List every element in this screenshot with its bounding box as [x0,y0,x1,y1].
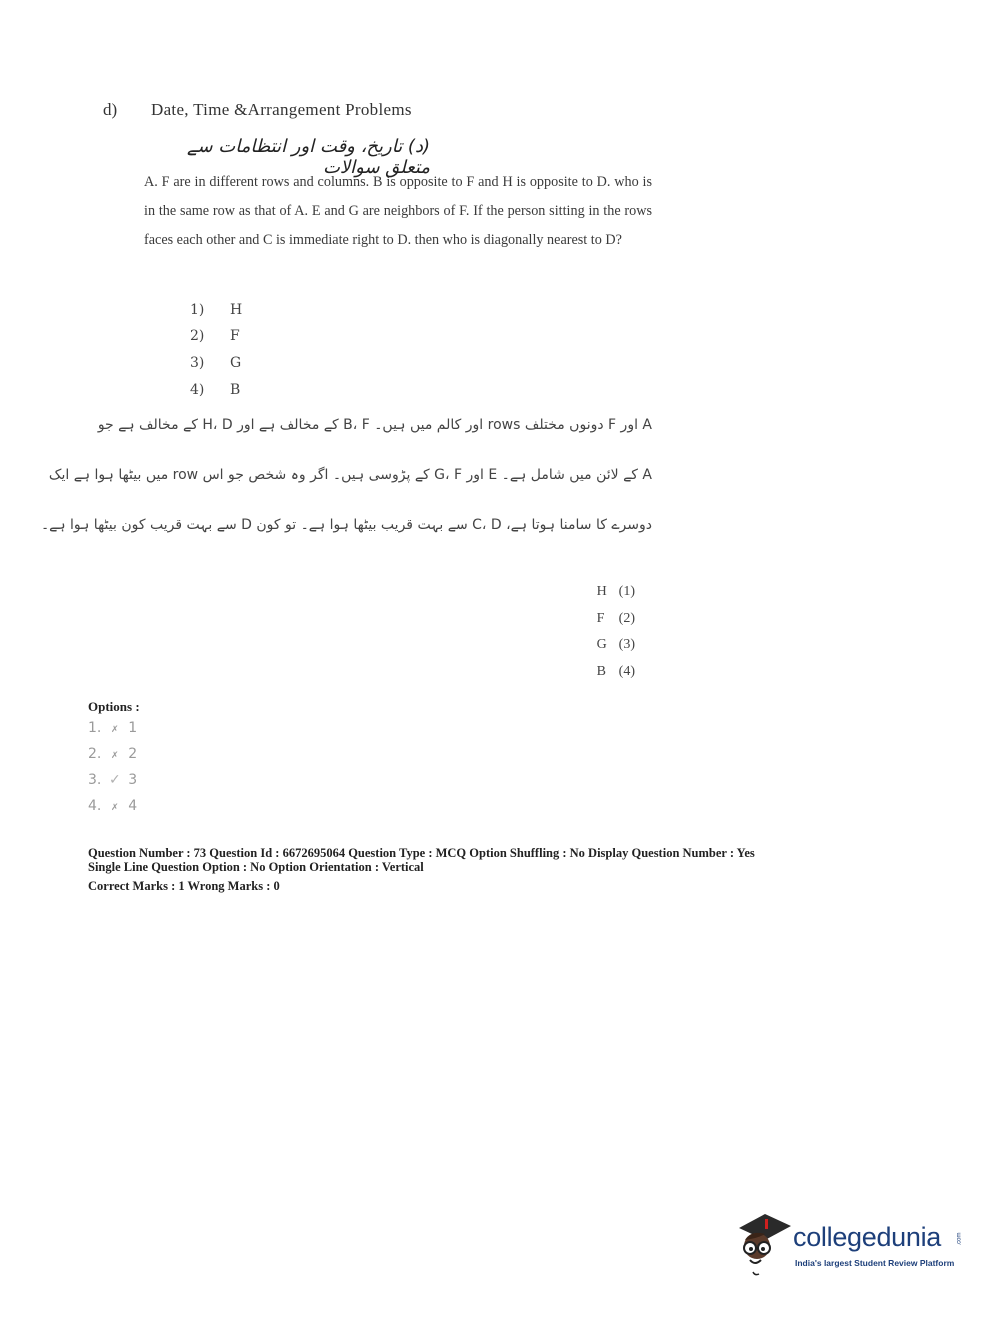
urdu-question-line: A اور F دونوں مختلف rows اور کالم میں ہیں۔ B، F کے مخالف ہے اور H، D کے مخالف ہے جو [97,417,652,433]
answer-option [88,720,137,736]
answer-value: 2 [128,746,138,762]
urdu-option [597,611,635,627]
answer-value: 4 [128,798,138,814]
urdu-option-value: B [596,664,607,679]
option-value: G [230,355,242,371]
urdu-option [597,584,635,600]
answer-number: 2. [88,746,102,762]
urdu-option-value: H [596,584,607,599]
urdu-option-number: (2) [618,611,635,626]
logo-tagline: India's largest Student Review Platform [795,1258,955,1268]
urdu-question-line: دوسرے کا سامنا ہوتا ہے، C، D سے بہت قریب بیٹھا ہوا ہے۔ تو کون D سے بہت قریب کون بیٹھا ہوا ہے۔ [40,517,652,533]
question-option [190,302,242,318]
option-value: B [230,382,241,398]
answer-number: 4. [88,798,102,814]
logo-com: .com [956,1232,963,1246]
section-label: d) [103,100,118,119]
urdu-question-line: A کے لائن میں شامل ہے۔ E اور G، F کے پڑوسی ہیں۔ اگر وہ شخص جو اس row میں بیٹھا ہوا ہے ایک [48,467,652,483]
answer-value: 3 [128,772,138,788]
check-icon: ✓ [108,772,121,788]
answer-number: 1. [88,720,102,736]
answer-option [88,746,137,762]
question-metadata-line: Question Number : 73 Question Id : 6672695064 Question Type : MCQ Option Shuffling : No Display Question Number : Yes [88,846,755,860]
question-option [190,328,240,344]
question-text: A. F are in different rows and columns. B is opposite to F and H is opposite to D. who is in the same row as that of A. E and G are neighbors of F. If the person sitting in the rows faces each other and C is immediate right to D. then who is diagonally nearest to D? [144,174,652,248]
answer-option [88,772,137,788]
cross-icon: ✗ [111,803,119,813]
logo-wordmark: collegedunia [793,1222,942,1252]
option-number: 3) [190,355,205,371]
answer-number: 3. [88,772,102,788]
question-option [190,382,240,398]
section-title: Date, Time &Arrangement Problems [151,100,412,119]
answer-option [88,798,137,814]
mascot-icon [735,1210,795,1282]
urdu-option [597,637,635,653]
option-value: F [230,328,240,344]
collegedunia-logo [735,1210,965,1282]
option-number: 2) [190,328,205,344]
urdu-option-number: (1) [618,584,635,599]
urdu-option-number: (4) [618,664,635,679]
options-heading: Options : [88,699,140,714]
marks-line: Correct Marks : 1 Wrong Marks : 0 [88,879,280,893]
urdu-option-value: G [596,637,607,652]
urdu-section-title: (د) تاریخ، وقت اور انتظامات سے متعلق سوالات [186,136,430,178]
question-option [190,355,241,371]
answer-value: 1 [128,720,138,736]
question-metadata-line: Single Line Question Option : No Option Orientation : Vertical [88,860,424,874]
urdu-option-value: F [596,611,605,626]
cross-icon: ✗ [111,725,119,735]
option-number: 4) [190,382,205,398]
cross-icon: ✗ [111,751,119,761]
option-number: 1) [190,302,205,318]
urdu-option [597,664,635,680]
urdu-option-number: (3) [618,637,635,652]
option-value: H [230,302,243,318]
